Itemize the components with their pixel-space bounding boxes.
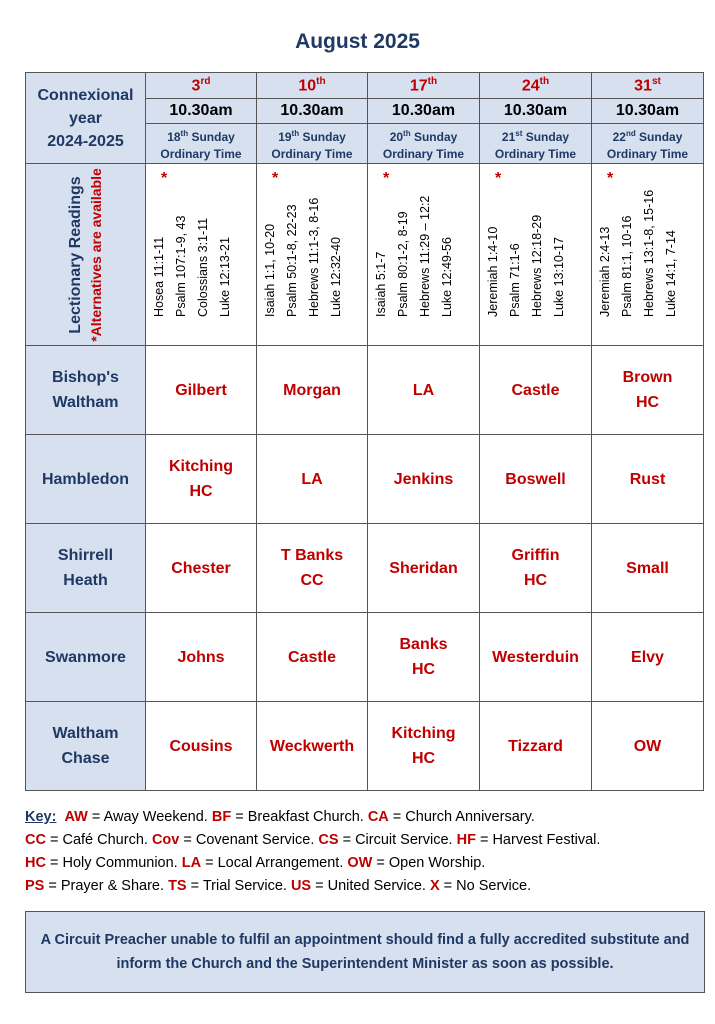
alternatives-star: * (607, 170, 614, 187)
preacher-cell: Tizzard (480, 702, 592, 791)
lectionary-readings (146, 164, 257, 346)
reading: Hebrews 12:18-29 (530, 214, 544, 317)
sunday-name: 18th Sunday Ordinary Time (146, 124, 257, 164)
key-label: Key: (25, 809, 57, 825)
date-31: 31st (592, 73, 704, 99)
lectionary-readings (592, 164, 704, 346)
preaching-plan-table (25, 72, 704, 791)
preacher-cell: Westerduin (480, 613, 592, 702)
service-time: 10.30am (146, 99, 257, 124)
service-time: 10.30am (257, 99, 368, 124)
preacher-cell: Kitching HC (368, 702, 480, 791)
preacher-cell: Small (592, 524, 704, 613)
preacher-cell: LA (368, 346, 480, 435)
church-swanmore: Swanmore (26, 613, 146, 702)
preacher-cell: Kitching HC (146, 435, 257, 524)
reading: Luke 12:49-56 (440, 237, 454, 317)
sunday-name: 22nd Sunday Ordinary Time (592, 124, 704, 164)
reading: Luke 14:1, 7-14 (664, 230, 678, 317)
preacher-notice: A Circuit Preacher unable to fulfil an appointment should find a fully accredited substitute and inform the Church and the Superintendent Minister as soon as possible. (25, 911, 705, 993)
key-legend: Key: AW = Away Weekend. BF = Breakfast Church. CA = Church Anniversary. CC = Café Church. Cov = Covenant Service. CS = Circuit Service. HF = Harvest Festival. HC = Holy Communion. LA = Local Arrangement. OW = Open Worship. PS = Prayer & Share. TS = Trial Service. US = United Service. X = No Service. (25, 809, 601, 894)
preacher-cell: Brown HC (592, 346, 704, 435)
reading: Psalm 71:1-6 (508, 243, 522, 317)
reading: Psalm 50:1-8, 22-23 (285, 204, 299, 317)
reading: Psalm 81:1, 10-16 (620, 215, 634, 317)
preacher-cell: Chester (146, 524, 257, 613)
sunday-name: 21st Sunday Ordinary Time (480, 124, 592, 164)
preacher-cell: LA (257, 435, 368, 524)
preacher-cell: OW (592, 702, 704, 791)
alternatives-star: * (161, 170, 168, 187)
reading: Luke 12:32-40 (329, 237, 343, 317)
reading: Luke 13:10-17 (552, 237, 566, 317)
reading: Jeremiah 1:4-10 (486, 226, 500, 317)
preacher-cell: Elvy (592, 613, 704, 702)
lectionary-readings (257, 164, 368, 346)
date-3: 3rd (146, 73, 257, 99)
preacher-cell: Castle (257, 613, 368, 702)
reading: Colossians 3:1-11 (196, 217, 210, 317)
preacher-cell: Cousins (146, 702, 257, 791)
church-shirrell-heath: Shirrell Heath (26, 524, 146, 613)
preacher-cell: Sheridan (368, 524, 480, 613)
connexional-year-label: Connexional year 2024-2025 (26, 73, 146, 164)
preacher-cell: Boswell (480, 435, 592, 524)
preacher-cell: Jenkins (368, 435, 480, 524)
alternatives-star: * (383, 170, 390, 187)
reading: Isaiah 5:1-7 (374, 251, 388, 317)
lectionary-label: Lectionary Readings *Alternatives are available (26, 164, 146, 346)
reading: Hosea 11:1-11 (152, 236, 166, 317)
sunday-name: 20th Sunday Ordinary Time (368, 124, 480, 164)
reading: Isaiah 1:1, 10-20 (263, 223, 277, 317)
reading: Hebrews 11:1-3, 8-16 (307, 197, 321, 317)
date-17: 17th (368, 73, 480, 99)
church-hambledon: Hambledon (26, 435, 146, 524)
service-time: 10.30am (480, 99, 592, 124)
reading: Psalm 107:1-9, 43 (174, 215, 188, 317)
church-waltham-chase: Waltham Chase (26, 702, 146, 791)
service-time: 10.30am (592, 99, 704, 124)
preacher-cell: Gilbert (146, 346, 257, 435)
reading: Hebrews 13:1-8, 15-16 (642, 189, 656, 317)
lectionary-readings (368, 164, 480, 346)
preacher-cell: Rust (592, 435, 704, 524)
preacher-cell: Johns (146, 613, 257, 702)
preacher-cell: T Banks CC (257, 524, 368, 613)
preacher-cell: Weckwerth (257, 702, 368, 791)
date-24: 24th (480, 73, 592, 99)
church-bishops-waltham: Bishop's Waltham (26, 346, 146, 435)
page-title: August 2025 (295, 30, 420, 53)
reading: Luke 12:13-21 (218, 237, 232, 317)
date-10: 10th (257, 73, 368, 99)
reading: Psalm 80:1-2, 8-19 (396, 211, 410, 317)
preacher-cell: Morgan (257, 346, 368, 435)
alternatives-star: * (495, 170, 502, 187)
preacher-cell: Banks HC (368, 613, 480, 702)
service-time: 10.30am (368, 99, 480, 124)
alternatives-star: * (272, 170, 279, 187)
reading: Hebrews 11:29 – 12:2 (418, 195, 432, 317)
lectionary-readings (480, 164, 592, 346)
reading: Jeremiah 2:4-13 (598, 226, 612, 317)
preacher-cell: Castle (480, 346, 592, 435)
preacher-cell: Griffin HC (480, 524, 592, 613)
sunday-name: 19th Sunday Ordinary Time (257, 124, 368, 164)
